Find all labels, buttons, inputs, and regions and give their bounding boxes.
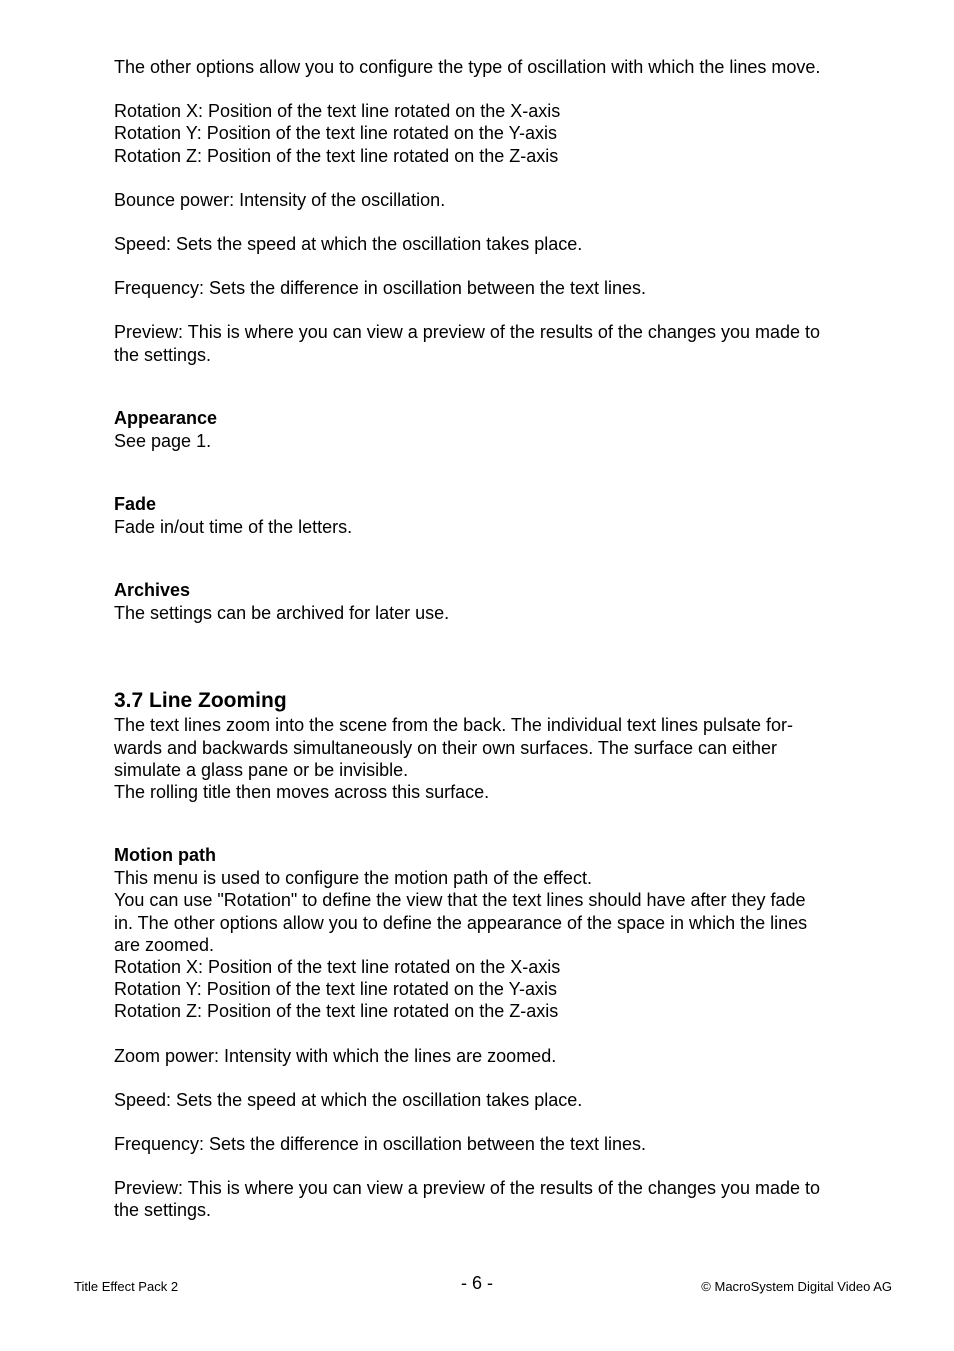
speed-text: Speed: Sets the speed at which the oscillation takes place. [114, 234, 583, 255]
page-number: - 6 - [460, 1273, 493, 1293]
mp-rotation-z-text: Rotation Z: Position of the text line rotated on the Z-axis [114, 1001, 559, 1022]
preview-text-line2: the settings. [114, 344, 212, 365]
section-line-4: The rolling title then moves across this surface. [114, 782, 490, 803]
page-footer [0, 1270, 954, 1310]
mp-preview-text-line1: Preview: This is where you can view a preview of the results of the changes you made to [114, 1178, 821, 1199]
frequency-text: Frequency: Sets the difference in oscillation between the text lines. [114, 278, 646, 299]
motion-path-line-3: in. The other options allow you to define the appearance of the space in which the lines [114, 912, 808, 933]
motion-path-heading: Motion path [114, 845, 216, 866]
mp-rotation-y-text: Rotation Y: Position of the text line rotated on the Y-axis [114, 979, 557, 1000]
footer-product-name: Title Effect Pack 2 [74, 1279, 179, 1294]
zoom-power-text: Zoom power: Intensity with which the lines are zoomed. [114, 1045, 557, 1066]
mp-preview-text-line2: the settings. [114, 1200, 212, 1221]
motion-path-line-4: are zoomed. [114, 934, 215, 955]
appearance-text: See page 1. [114, 430, 212, 451]
appearance-heading: Appearance [114, 407, 218, 428]
mp-speed-text: Speed: Sets the speed at which the oscillation takes place. [114, 1089, 583, 1110]
motion-path-line-1: This menu is used to configure the motion path of the effect. [114, 868, 592, 889]
motion-path-line-2: You can use "Rotation" to define the view that the text lines should have after they fade [114, 890, 806, 911]
bounce-power-text: Bounce power: Intensity of the oscillation. [114, 189, 446, 210]
rotation-z-text: Rotation Z: Position of the text line rotated on the Z-axis [114, 145, 559, 166]
archives-text: The settings can be archived for later use. [114, 603, 450, 624]
mp-rotation-x-text: Rotation X: Position of the text line rotated on the X-axis [114, 957, 561, 978]
fade-heading: Fade [114, 494, 157, 515]
mp-frequency-text: Frequency: Sets the difference in oscillation between the text lines. [114, 1134, 646, 1155]
section-line-3: simulate a glass pane or be invisible. [114, 759, 409, 780]
oscillation-intro: The other options allow you to configure the type of oscillation with which the lines move. [114, 57, 821, 77]
section-title: 3.7 Line Zooming [114, 689, 287, 713]
document-body [114, 56, 884, 1222]
preview-text-line1: Preview: This is where you can view a preview of the results of the changes you made to [114, 322, 821, 343]
archives-heading: Archives [114, 580, 191, 601]
section-line-1: The text lines zoom into the scene from the back. The individual text lines pulsate for- [114, 715, 794, 736]
fade-text: Fade in/out time of the letters. [114, 517, 353, 538]
rotation-x-text: Rotation X: Position of the text line rotated on the X-axis [114, 101, 561, 122]
rotation-y-text: Rotation Y: Position of the text line rotated on the Y-axis [114, 123, 557, 144]
section-line-2: wards and backwards simultaneously on their own surfaces. The surface can either [114, 737, 778, 758]
footer-copyright: © MacroSystem Digital Video AG [701, 1279, 892, 1294]
